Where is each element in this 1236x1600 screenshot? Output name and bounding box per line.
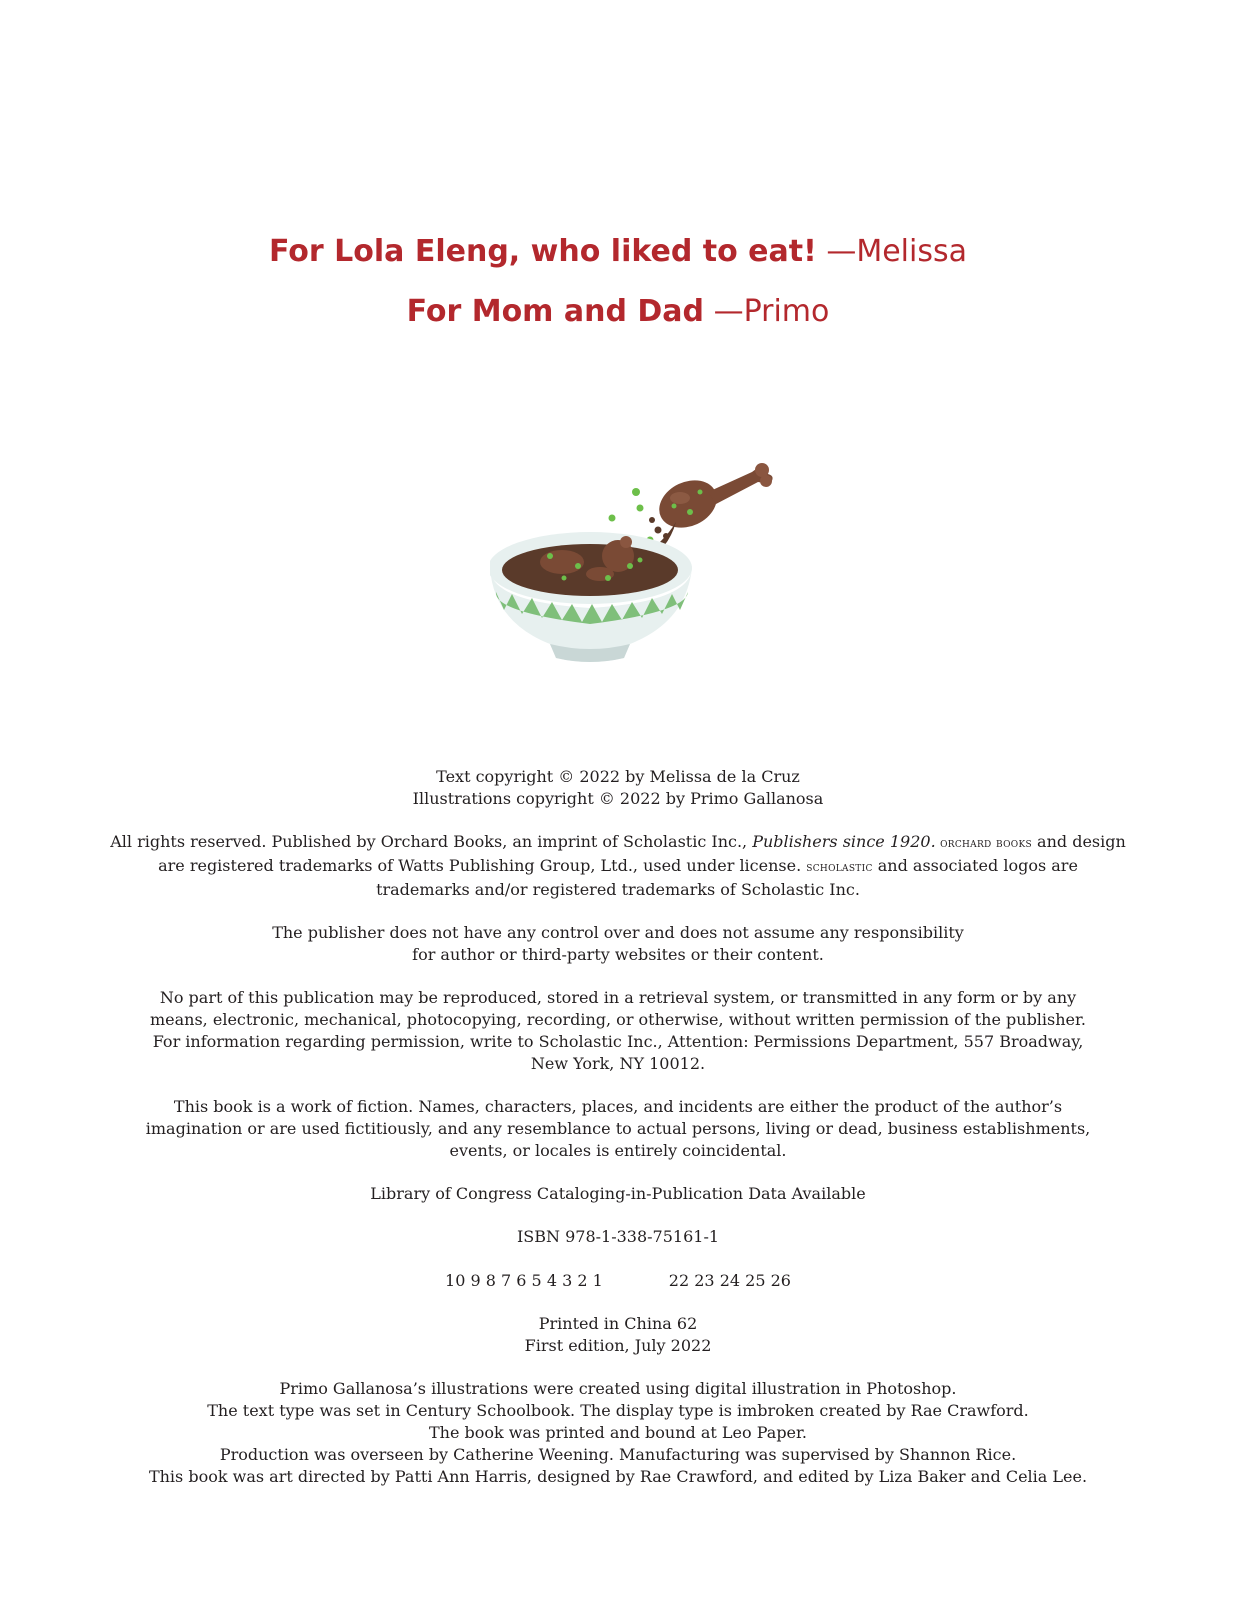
- dedication-signature: —Melissa: [826, 234, 967, 269]
- reproduction-line: means, electronic, mechanical, photocopying, recording, or otherwise, without written permission of the publisher.: [149, 1010, 1086, 1029]
- dedication-text: For Lola Eleng, who liked to eat!: [269, 234, 817, 269]
- reproduction-line: New York, NY 10012.: [530, 1054, 706, 1073]
- dedications: [0, 232, 1236, 352]
- bowl: [490, 532, 692, 662]
- edition: First edition, July 2022: [524, 1336, 712, 1355]
- printing-info: [110, 1313, 1126, 1357]
- dedication-signature: —Primo: [713, 294, 830, 329]
- printing-numbers: [110, 1270, 1126, 1292]
- rights-text: and associated logos are trademarks and/or registered trademarks of Scholastic Inc.: [376, 856, 1078, 899]
- reproduction-line: No part of this publication may be reproduced, stored in a retrieval system, or transmitted in any form or by any: [159, 988, 1077, 1007]
- loc-data: Library of Congress Cataloging-in-Publication Data Available: [370, 1184, 866, 1203]
- rights-italic: Publishers since 1920.: [752, 832, 936, 851]
- isbn: ISBN 978-1-338-75161-1: [516, 1227, 720, 1246]
- rights-text: All rights reserved. Published by Orchard Books, an imprint of Scholastic Inc.,: [110, 832, 753, 851]
- production-credits: [110, 1378, 1126, 1488]
- credit-line: Primo Gallanosa’s illustrations were created using digital illustration in Photoshop.: [279, 1379, 957, 1398]
- disclaimer-line: The publisher does not have any control over and does not assume any responsibility: [272, 923, 964, 942]
- credit-line: Production was overseen by Catherine Weening. Manufacturing was supervised by Shannon Rice.: [219, 1445, 1017, 1464]
- dedication-melissa: [0, 232, 1236, 272]
- rights-statement: [110, 831, 1126, 901]
- orchard-books-mark: orchard books: [935, 836, 1032, 851]
- fiction-line: This book is a work of fiction. Names, characters, places, and incidents are either the product of the author’s: [173, 1097, 1063, 1116]
- credit-line: This book was art directed by Patti Ann Harris, designed by Rae Crawford, and edited by Liza Baker and Celia Lee.: [148, 1467, 1088, 1486]
- illustrations-copyright: Illustrations copyright © 2022 by Primo Gallanosa: [412, 789, 824, 808]
- reproduction-line: For information regarding permission, write to Scholastic Inc., Attention: Permissions Department, 557 Broadway,: [152, 1032, 1084, 1051]
- credit-line: The text type was set in Century Schoolbook. The display type is imbroken created by Rae Crawford.: [207, 1401, 1029, 1420]
- year-line: 22 23 24 25 26: [668, 1271, 791, 1290]
- fiction-notice: [110, 1096, 1126, 1162]
- publisher-disclaimer: [110, 922, 1126, 966]
- bowl-illustration: [490, 462, 780, 677]
- flying-drumstick: [652, 463, 773, 537]
- dedication-text: For Mom and Dad: [406, 294, 705, 329]
- copyright-credits: [110, 766, 1126, 810]
- print-line: 10 9 8 7 6 5 4 3 2 1: [445, 1271, 603, 1290]
- fiction-line: events, or locales is entirely coincidental.: [449, 1141, 787, 1160]
- disclaimer-line: for author or third-party websites or their content.: [412, 945, 824, 964]
- reproduction-notice: [110, 987, 1126, 1075]
- fiction-line: imagination or are used fictitiously, and any resemblance to actual persons, living or dead, business establishments,: [145, 1119, 1091, 1138]
- dedication-primo: [0, 292, 1236, 332]
- rights-text: and design are registered trademarks of Watts Publishing Group, Ltd., used under license.: [158, 832, 1126, 875]
- credit-line: The book was printed and bound at Leo Paper.: [428, 1423, 807, 1442]
- scholastic-mark: scholastic: [806, 860, 873, 875]
- text-copyright: Text copyright © 2022 by Melissa de la Cruz: [436, 767, 800, 786]
- copyright-block: [110, 766, 1126, 1509]
- printed-in: Printed in China 62: [538, 1314, 698, 1333]
